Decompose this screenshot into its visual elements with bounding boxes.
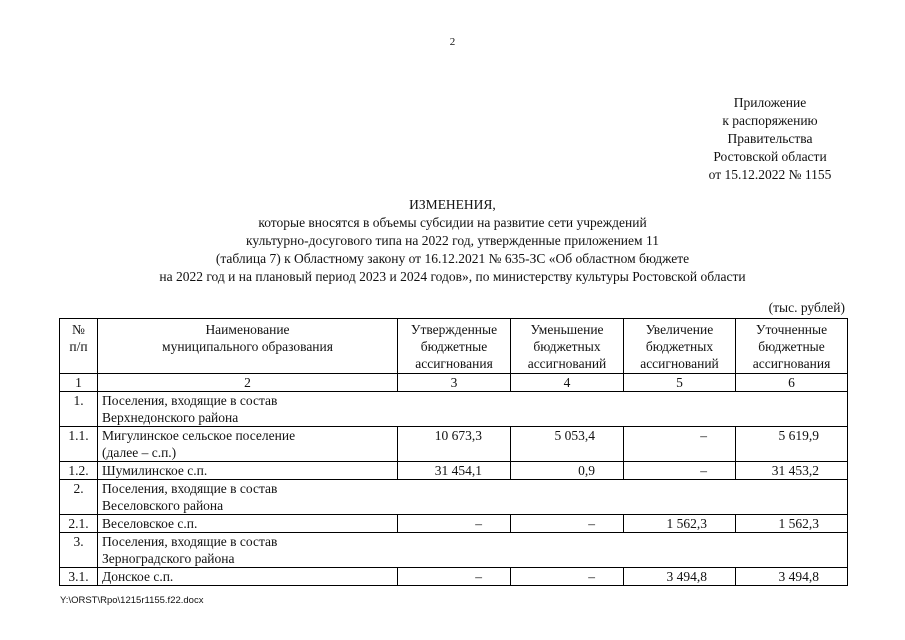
heading-line: которые вносятся в объемы субсидии на развитие сети учреждений <box>258 215 647 230</box>
table-row <box>60 462 848 480</box>
col-number: 5 <box>624 374 736 392</box>
unit-label: (тыс. рублей) <box>768 300 845 315</box>
heading-line: культурно-досугового типа на 2022 год, утвержденные приложением 11 <box>246 233 659 248</box>
approved-value: – <box>398 568 511 586</box>
row-number: 1.2. <box>60 462 98 480</box>
municipality-name <box>98 427 398 462</box>
municipality-name <box>98 480 848 515</box>
appendix-line: Приложение <box>733 95 807 110</box>
page-number: 2 <box>449 36 456 48</box>
budget-table <box>59 318 848 586</box>
row-number: 1. <box>60 392 98 427</box>
municipality-name-line: Зерноградского района <box>102 551 235 566</box>
decrease-value: 0,9 <box>511 462 624 480</box>
decrease-value: – <box>511 515 624 533</box>
table-row <box>60 568 848 586</box>
decrease-value: – <box>511 568 624 586</box>
municipality-name-line: Шумилинское с.п. <box>102 463 208 478</box>
row-number: 2.1. <box>60 515 98 533</box>
municipality-name <box>98 392 848 427</box>
approved-value: – <box>398 515 511 533</box>
updated-value: 1 562,3 <box>736 515 848 533</box>
increase-value: – <box>624 427 736 462</box>
heading-line: (таблица 7) к Областному закону от 16.12.2021 № 635-ЗС «Об областном бюджете <box>215 251 690 266</box>
increase-value: 1 562,3 <box>624 515 736 533</box>
table-row <box>60 515 848 533</box>
municipality-name-line: Веселовское с.п. <box>102 516 198 531</box>
municipality-name <box>98 515 398 533</box>
appendix-line: к распоряжению <box>722 113 818 128</box>
row-number: 2. <box>60 480 98 515</box>
header-name: Наименование муниципального образования <box>98 319 398 374</box>
table-group-row <box>60 392 848 427</box>
table-header-row <box>60 319 848 374</box>
col-number: 3 <box>398 374 511 392</box>
approved-value: 10 673,3 <box>398 427 511 462</box>
municipality-name-line: Поселения, входящие в состав <box>102 393 278 408</box>
table-row <box>60 427 848 462</box>
municipality-name-line: Верхнедонского района <box>102 410 239 425</box>
appendix-line: от 15.12.2022 № 1155 <box>708 167 832 182</box>
municipality-name <box>98 533 848 568</box>
header-approved: Утвержденные бюджетные ассигнования <box>398 319 511 374</box>
approved-value: 31 454,1 <box>398 462 511 480</box>
file-path: Y:\ORST\Rpo\1215r1155.f22.docx <box>60 595 204 606</box>
table-group-row <box>60 533 848 568</box>
appendix-line: Правительства <box>727 131 813 146</box>
municipality-name-line: (далее – с.п.) <box>102 445 177 460</box>
updated-value: 3 494,8 <box>736 568 848 586</box>
row-number: 3.1. <box>60 568 98 586</box>
updated-value: 31 453,2 <box>736 462 848 480</box>
column-number-row <box>60 374 848 392</box>
document-heading <box>60 196 845 286</box>
updated-value: 5 619,9 <box>736 427 848 462</box>
municipality-name-line: Донское с.п. <box>102 569 174 584</box>
municipality-name-line: Поселения, входящие в состав <box>102 534 278 549</box>
heading-title: ИЗМЕНЕНИЯ, <box>409 197 496 212</box>
header-num: № п/п <box>60 319 98 374</box>
col-number: 4 <box>511 374 624 392</box>
municipality-name-line: Веселовского района <box>102 498 224 513</box>
col-number: 1 <box>60 374 98 392</box>
municipality-name-line: Поселения, входящие в состав <box>102 481 278 496</box>
row-number: 1.1. <box>60 427 98 462</box>
municipality-name-line: Мигулинское сельское поселение <box>102 428 296 443</box>
municipality-name <box>98 568 398 586</box>
header-updated: Уточненные бюджетные ассигнования <box>736 319 848 374</box>
header-decrease: Уменьшение бюджетных ассигнований <box>511 319 624 374</box>
appendix-line: Ростовской области <box>713 149 827 164</box>
increase-value: 3 494,8 <box>624 568 736 586</box>
appendix-block <box>650 94 890 184</box>
municipality-name <box>98 462 398 480</box>
col-number: 6 <box>736 374 848 392</box>
decrease-value: 5 053,4 <box>511 427 624 462</box>
col-number: 2 <box>98 374 398 392</box>
row-number: 3. <box>60 533 98 568</box>
heading-line: на 2022 год и на плановый период 2023 и 2024 годов», по министерству культуры Ростовской области <box>159 269 746 284</box>
header-increase: Увеличение бюджетных ассигнований <box>624 319 736 374</box>
table-group-row <box>60 480 848 515</box>
increase-value: – <box>624 462 736 480</box>
